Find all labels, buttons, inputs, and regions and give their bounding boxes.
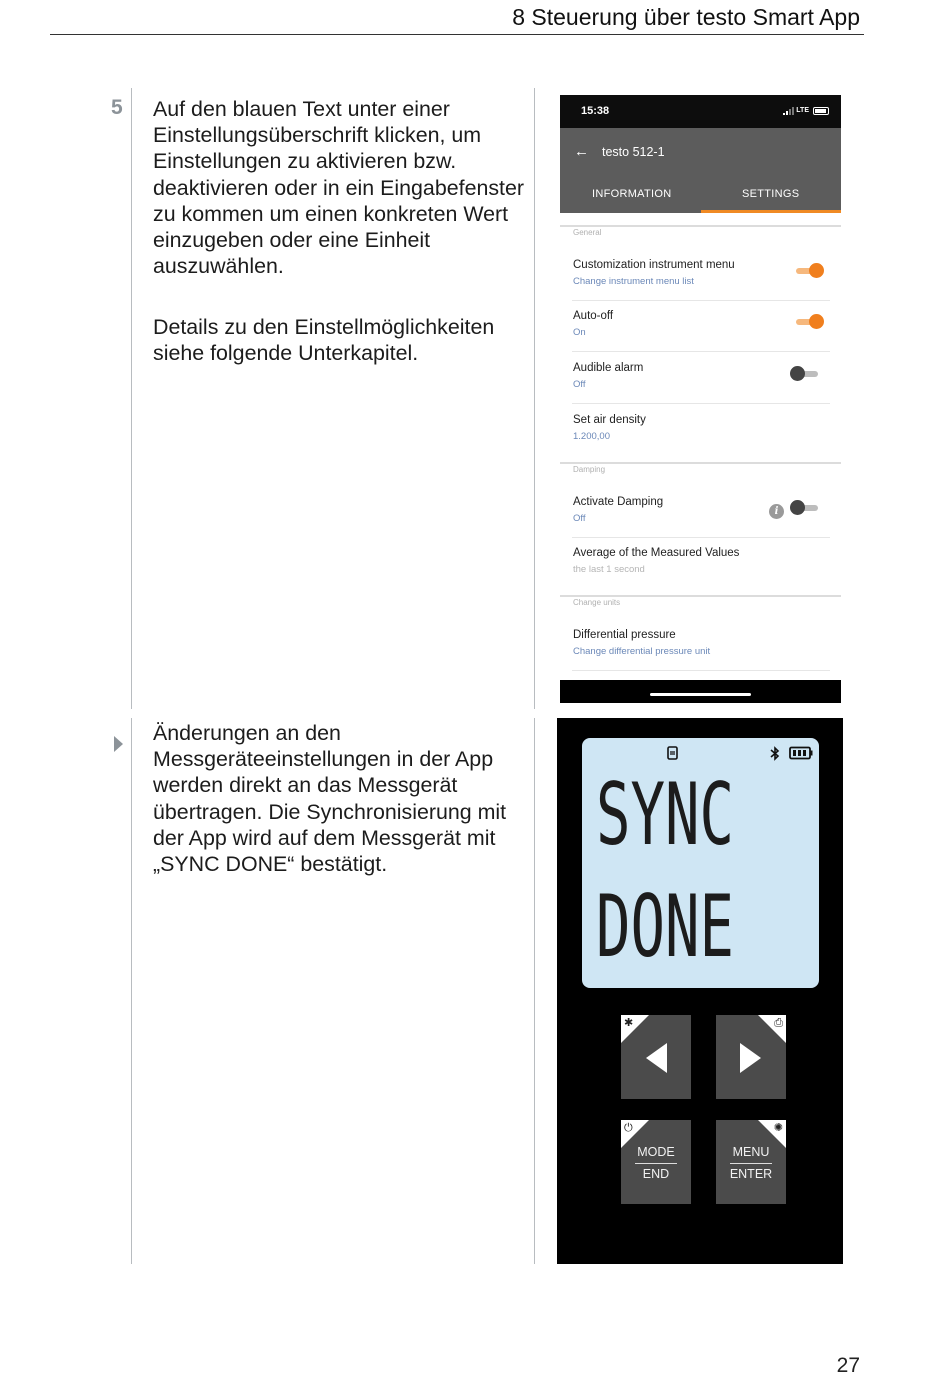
section-general	[560, 225, 841, 237]
enter-label: ENTER	[729, 1167, 773, 1181]
step-number: 5	[111, 96, 123, 119]
phone-sync-icon	[667, 746, 679, 760]
lcd-display	[582, 738, 819, 988]
lcd-line-1	[582, 768, 819, 858]
app-screenshot	[560, 95, 841, 703]
menu-label: MENU	[732, 1145, 770, 1159]
setting-title: Set air density	[573, 414, 646, 426]
setting-average-values[interactable]	[572, 538, 830, 588]
page-number: 27	[836, 1354, 860, 1377]
bluetooth-icon: ✱	[624, 1017, 634, 1029]
setting-subtitle[interactable]: 1.200,00	[573, 431, 610, 442]
chapter-title: 8 Steuerung über testo Smart App	[512, 4, 860, 30]
page-header	[50, 0, 864, 35]
setting-title: Activate Damping	[573, 496, 664, 508]
result-triangle-icon	[114, 736, 123, 752]
status-time: 15:38	[581, 105, 610, 117]
setting-title: Auto-off	[573, 310, 614, 322]
setting-subtitle[interactable]: Change instrument menu list	[573, 276, 694, 287]
arrow-left-icon	[646, 1043, 667, 1073]
column-divider-right-top	[534, 88, 535, 709]
column-divider-left-top	[131, 88, 132, 709]
home-indicator-area	[560, 680, 841, 703]
setting-title: Audible alarm	[573, 362, 644, 374]
status-bar	[560, 95, 841, 128]
column-divider-right-bottom	[534, 718, 535, 1264]
setting-audible-alarm[interactable]	[572, 353, 830, 404]
section-label: General	[573, 228, 602, 237]
setting-title: Differential pressure	[573, 629, 676, 641]
toggle-switch[interactable]	[796, 268, 818, 274]
section-change-units	[560, 595, 841, 607]
setting-subtitle[interactable]: Off	[573, 513, 586, 524]
back-arrow-icon[interactable]: ←	[574, 143, 589, 160]
active-tab-indicator	[701, 210, 841, 213]
setting-differential-pressure[interactable]	[572, 620, 830, 671]
setting-auto-off[interactable]	[572, 301, 830, 352]
arrow-right-icon	[740, 1043, 761, 1073]
bluetooth-icon	[769, 746, 781, 761]
section-label: Damping	[573, 465, 606, 474]
menu-enter-button[interactable]	[716, 1120, 786, 1204]
home-indicator[interactable]	[650, 693, 751, 696]
left-button[interactable]	[621, 1015, 691, 1099]
battery-icon	[813, 107, 829, 115]
app-title: testo 512-1	[602, 145, 665, 159]
setting-subtitle[interactable]: Change differential pressure unit	[573, 646, 711, 657]
signal-icon	[783, 107, 797, 115]
lcd-text-line-1: SYNC	[596, 768, 734, 858]
info-icon[interactable]: i	[769, 504, 784, 519]
setting-title: Customization instrument menu	[573, 259, 735, 271]
lcd-text-line-2: DONE	[596, 878, 734, 968]
setting-activate-damping[interactable]	[572, 487, 830, 538]
end-label: END	[642, 1167, 670, 1181]
section-damping	[560, 462, 841, 474]
setting-subtitle: the last 1 second	[573, 564, 645, 575]
result-paragraph: Änderungen an den Messgeräteeinstellungen in der App werden direkt an das Messgerät übertragen. Die Synchronisierung mit der App wird auf dem Messgerät mit „SYNC DONE“ bestätigt.	[153, 721, 507, 877]
setting-title: Average of the Measured Values	[573, 547, 740, 559]
step-paragraph-2: Details zu den Einstellmöglichkeiten siehe folgende Unterkapitel.	[153, 315, 495, 366]
setting-customization-menu[interactable]	[572, 250, 830, 301]
network-label: LTE	[796, 107, 809, 114]
setting-subtitle[interactable]: Off	[573, 379, 586, 390]
lcd-line-2	[582, 878, 819, 968]
toggle-switch[interactable]	[796, 371, 818, 377]
tab-settings[interactable]: SETTINGS	[742, 188, 800, 200]
device-image	[557, 718, 843, 1264]
light-icon: ✺	[773, 1122, 783, 1134]
tab-information[interactable]: INFORMATION	[592, 188, 672, 200]
mode-end-button[interactable]	[621, 1120, 691, 1204]
section-label: Change units	[573, 598, 621, 607]
printer-icon: ⎙	[774, 1017, 783, 1029]
mode-label: MODE	[637, 1145, 675, 1159]
toggle-switch[interactable]	[796, 319, 818, 325]
battery-icon	[789, 746, 813, 760]
app-bar	[560, 128, 841, 213]
toggle-switch[interactable]	[796, 505, 818, 511]
power-icon: ⏻	[624, 1122, 633, 1134]
right-button[interactable]	[716, 1015, 786, 1099]
setting-air-density[interactable]	[572, 405, 830, 455]
setting-subtitle[interactable]: On	[573, 327, 586, 338]
column-divider-left-bottom	[131, 718, 132, 1264]
step-paragraph-1: Auf den blauen Text unter einer Einstellungsüberschrift klicken, um Einstellungen zu aktivieren bzw. deaktivieren oder in ein Eingabefenster zu kommen um einen konkreten Wert einzugeben oder eine Einheit auszuwählen.	[153, 97, 525, 279]
